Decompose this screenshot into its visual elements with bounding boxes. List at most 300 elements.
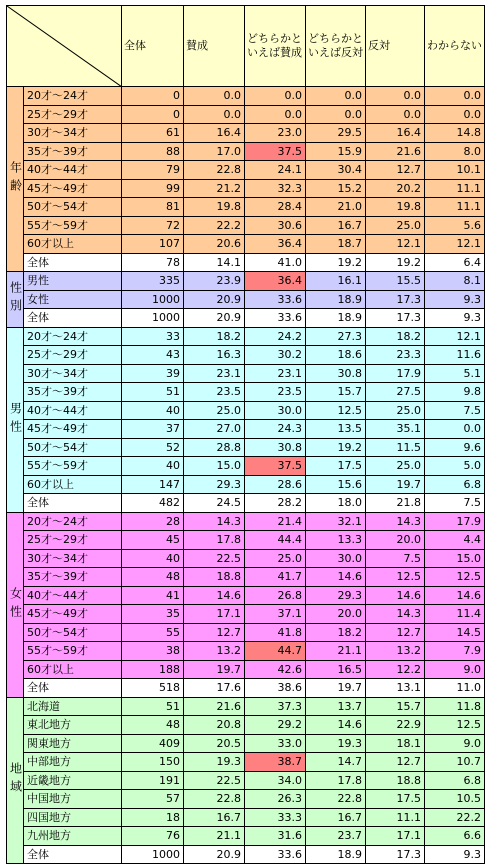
row-label: 50才～54才 xyxy=(24,623,122,642)
value-cell: 6.8 xyxy=(425,771,485,790)
value-cell: 21.0 xyxy=(306,198,366,217)
value-cell: 12.7 xyxy=(366,753,425,772)
value-cell: 19.2 xyxy=(366,253,425,272)
value-cell: 7.5 xyxy=(366,549,425,568)
value-cell: 19.7 xyxy=(306,679,366,698)
value-cell: 19.2 xyxy=(306,253,366,272)
value-cell: 21.4 xyxy=(245,512,306,531)
table-row xyxy=(7,346,485,365)
table-body xyxy=(7,87,485,864)
value-cell: 27.5 xyxy=(366,383,425,402)
value-cell: 0 xyxy=(122,87,184,106)
row-label: 全体 xyxy=(24,494,122,513)
value-cell: 17.8 xyxy=(184,531,245,550)
value-cell: 41 xyxy=(122,586,184,605)
value-cell: 38.6 xyxy=(245,679,306,698)
value-cell: 15.5 xyxy=(366,272,425,291)
value-cell: 18.6 xyxy=(306,346,366,365)
table-row xyxy=(7,198,485,217)
value-cell: 32.1 xyxy=(306,512,366,531)
value-cell: 38.7 xyxy=(245,753,306,772)
group-title: 地域 xyxy=(7,697,24,864)
row-label: 中部地方 xyxy=(24,753,122,772)
value-cell: 18.9 xyxy=(306,290,366,309)
value-cell: 11.0 xyxy=(425,679,485,698)
value-cell: 40 xyxy=(122,549,184,568)
value-cell: 21.8 xyxy=(366,494,425,513)
value-cell: 20.0 xyxy=(306,605,366,624)
row-label: 45才～49才 xyxy=(24,420,122,439)
value-cell: 191 xyxy=(122,771,184,790)
value-cell: 14.6 xyxy=(366,586,425,605)
value-cell: 28 xyxy=(122,512,184,531)
value-cell: 30.0 xyxy=(306,549,366,568)
value-cell: 409 xyxy=(122,734,184,753)
value-cell: 10.7 xyxy=(425,753,485,772)
value-cell: 18.2 xyxy=(184,327,245,346)
row-label: 20才～24才 xyxy=(24,327,122,346)
value-cell: 33 xyxy=(122,327,184,346)
value-cell: 41.8 xyxy=(245,623,306,642)
value-cell: 15.2 xyxy=(306,179,366,198)
table-row xyxy=(7,605,485,624)
value-cell: 30.2 xyxy=(245,346,306,365)
value-cell: 27.0 xyxy=(184,420,245,439)
value-cell: 8.0 xyxy=(425,142,485,161)
row-label: 中国地方 xyxy=(24,790,122,809)
value-cell: 16.7 xyxy=(184,808,245,827)
value-cell: 33.6 xyxy=(245,290,306,309)
value-cell: 27.3 xyxy=(306,327,366,346)
table-row xyxy=(7,734,485,753)
value-cell: 8.1 xyxy=(425,272,485,291)
value-cell: 13.3 xyxy=(306,531,366,550)
value-cell: 22.8 xyxy=(184,790,245,809)
value-cell: 23.1 xyxy=(245,364,306,383)
row-label: 35才～39才 xyxy=(24,383,122,402)
value-cell: 1000 xyxy=(122,290,184,309)
value-cell: 12.2 xyxy=(366,660,425,679)
row-label: 近畿地方 xyxy=(24,771,122,790)
value-cell: 23.0 xyxy=(245,124,306,143)
table-row xyxy=(7,105,485,124)
value-cell: 20.5 xyxy=(184,734,245,753)
table-row xyxy=(7,142,485,161)
value-cell: 9.0 xyxy=(425,734,485,753)
value-cell: 12.1 xyxy=(425,235,485,254)
value-cell: 14.3 xyxy=(184,512,245,531)
value-cell: 0.0 xyxy=(366,87,425,106)
row-label: 40才～44才 xyxy=(24,161,122,180)
table-row xyxy=(7,401,485,420)
value-cell: 21.1 xyxy=(306,642,366,661)
value-cell: 150 xyxy=(122,753,184,772)
value-cell: 33.6 xyxy=(245,845,306,864)
value-cell: 51 xyxy=(122,697,184,716)
table-row xyxy=(7,790,485,809)
value-cell: 18.1 xyxy=(366,734,425,753)
value-cell: 14.6 xyxy=(306,568,366,587)
value-cell: 99 xyxy=(122,179,184,198)
value-cell: 13.7 xyxy=(306,697,366,716)
total-row xyxy=(7,494,485,513)
value-cell: 28.8 xyxy=(184,438,245,457)
table-row xyxy=(7,642,485,661)
value-cell: 41.0 xyxy=(245,253,306,272)
value-cell: 16.4 xyxy=(184,124,245,143)
table-row xyxy=(7,512,485,531)
value-cell: 11.1 xyxy=(366,808,425,827)
value-cell: 482 xyxy=(122,494,184,513)
value-cell: 19.7 xyxy=(366,475,425,494)
value-cell: 12.7 xyxy=(366,623,425,642)
value-cell: 6.6 xyxy=(425,827,485,846)
value-cell: 12.1 xyxy=(425,327,485,346)
value-cell: 32.3 xyxy=(245,179,306,198)
value-cell: 19.2 xyxy=(306,438,366,457)
value-cell: 5.6 xyxy=(425,216,485,235)
row-label: 全体 xyxy=(24,253,122,272)
value-cell: 28.6 xyxy=(245,475,306,494)
value-cell: 48 xyxy=(122,568,184,587)
value-cell: 18.9 xyxy=(306,845,366,864)
value-cell: 12.7 xyxy=(366,161,425,180)
value-cell: 57 xyxy=(122,790,184,809)
value-cell: 24.1 xyxy=(245,161,306,180)
value-cell: 18.2 xyxy=(306,623,366,642)
value-cell: 35.1 xyxy=(366,420,425,439)
value-cell: 13.1 xyxy=(366,679,425,698)
value-cell: 12.5 xyxy=(425,716,485,735)
value-cell: 30.8 xyxy=(306,364,366,383)
row-label: 20才～24才 xyxy=(24,512,122,531)
value-cell: 7.5 xyxy=(425,494,485,513)
value-cell: 14.8 xyxy=(425,124,485,143)
value-cell: 1000 xyxy=(122,845,184,864)
table-row xyxy=(7,290,485,309)
table-row xyxy=(7,235,485,254)
value-cell: 16.1 xyxy=(306,272,366,291)
value-cell: 23.5 xyxy=(245,383,306,402)
value-cell: 19.3 xyxy=(306,734,366,753)
value-cell: 19.8 xyxy=(366,198,425,217)
value-cell: 18 xyxy=(122,808,184,827)
value-cell: 18.0 xyxy=(306,494,366,513)
table-row xyxy=(7,383,485,402)
value-cell: 11.1 xyxy=(425,179,485,198)
value-cell: 14.1 xyxy=(184,253,245,272)
value-cell: 88 xyxy=(122,142,184,161)
table-row xyxy=(7,586,485,605)
value-cell: 33.3 xyxy=(245,808,306,827)
value-cell: 28.2 xyxy=(245,494,306,513)
row-label: 30才～34才 xyxy=(24,124,122,143)
value-cell: 30.8 xyxy=(245,438,306,457)
value-cell: 15.0 xyxy=(425,549,485,568)
value-cell: 15.9 xyxy=(306,142,366,161)
value-cell: 34.0 xyxy=(245,771,306,790)
value-cell: 18.8 xyxy=(366,771,425,790)
table-row xyxy=(7,420,485,439)
value-cell: 12.7 xyxy=(184,623,245,642)
value-cell: 9.0 xyxy=(425,660,485,679)
value-cell: 26.8 xyxy=(245,586,306,605)
value-cell: 22.8 xyxy=(306,790,366,809)
value-cell: 30.4 xyxy=(306,161,366,180)
row-label: 女性 xyxy=(24,290,122,309)
value-cell: 15.6 xyxy=(306,475,366,494)
value-cell: 335 xyxy=(122,272,184,291)
value-cell: 79 xyxy=(122,161,184,180)
value-cell: 11.1 xyxy=(425,198,485,217)
row-label: 50才～54才 xyxy=(24,198,122,217)
row-label: 25才～29才 xyxy=(24,346,122,365)
value-cell: 42.6 xyxy=(245,660,306,679)
value-cell: 23.1 xyxy=(184,364,245,383)
value-cell: 0.0 xyxy=(425,87,485,106)
header-row xyxy=(7,6,485,87)
table-row xyxy=(7,179,485,198)
value-cell: 20.9 xyxy=(184,309,245,328)
table-row xyxy=(7,216,485,235)
value-cell: 81 xyxy=(122,198,184,217)
table-row xyxy=(7,716,485,735)
value-cell: 21.6 xyxy=(184,697,245,716)
value-cell: 9.3 xyxy=(425,845,485,864)
value-cell: 17.6 xyxy=(184,679,245,698)
value-cell: 0.0 xyxy=(425,420,485,439)
value-cell: 35 xyxy=(122,605,184,624)
value-cell: 30.6 xyxy=(245,216,306,235)
survey-table xyxy=(6,5,485,864)
row-label: 男性 xyxy=(24,272,122,291)
value-cell: 14.6 xyxy=(425,586,485,605)
value-cell: 12.5 xyxy=(366,568,425,587)
value-cell: 51 xyxy=(122,383,184,402)
row-label: 関東地方 xyxy=(24,734,122,753)
value-cell: 40 xyxy=(122,401,184,420)
value-cell: 30.0 xyxy=(245,401,306,420)
row-label: 40才～44才 xyxy=(24,401,122,420)
value-cell: 10.5 xyxy=(425,790,485,809)
group-title: 男性 xyxy=(7,327,24,512)
value-cell: 78 xyxy=(122,253,184,272)
value-cell: 29.5 xyxy=(306,124,366,143)
row-label: 60才以上 xyxy=(24,660,122,679)
value-cell: 7.5 xyxy=(425,401,485,420)
value-cell: 5.0 xyxy=(425,457,485,476)
row-label: 全体 xyxy=(24,309,122,328)
value-cell: 25.0 xyxy=(366,216,425,235)
value-cell: 25.0 xyxy=(245,549,306,568)
value-cell: 17.9 xyxy=(366,364,425,383)
value-cell: 20.0 xyxy=(366,531,425,550)
value-cell: 44.7 xyxy=(245,642,306,661)
table-row xyxy=(7,327,485,346)
value-cell: 11.4 xyxy=(425,605,485,624)
value-cell: 0.0 xyxy=(306,105,366,124)
value-cell: 14.3 xyxy=(366,512,425,531)
header-disagree: 反対 xyxy=(366,6,425,87)
value-cell: 5.1 xyxy=(425,364,485,383)
value-cell: 6.8 xyxy=(425,475,485,494)
value-cell: 18.8 xyxy=(184,568,245,587)
value-cell: 52 xyxy=(122,438,184,457)
total-row xyxy=(7,253,485,272)
value-cell: 17.9 xyxy=(425,512,485,531)
value-cell: 18.9 xyxy=(306,309,366,328)
value-cell: 9.6 xyxy=(425,438,485,457)
value-cell: 44.4 xyxy=(245,531,306,550)
value-cell: 22.9 xyxy=(366,716,425,735)
value-cell: 37.5 xyxy=(245,457,306,476)
row-label: 40才～44才 xyxy=(24,586,122,605)
value-cell: 9.8 xyxy=(425,383,485,402)
value-cell: 36.4 xyxy=(245,272,306,291)
value-cell: 22.5 xyxy=(184,549,245,568)
value-cell: 0.0 xyxy=(245,105,306,124)
value-cell: 23.3 xyxy=(366,346,425,365)
value-cell: 48 xyxy=(122,716,184,735)
value-cell: 31.6 xyxy=(245,827,306,846)
value-cell: 14.7 xyxy=(306,753,366,772)
value-cell: 22.2 xyxy=(425,808,485,827)
value-cell: 17.0 xyxy=(184,142,245,161)
value-cell: 9.3 xyxy=(425,309,485,328)
value-cell: 43 xyxy=(122,346,184,365)
row-label: 北海道 xyxy=(24,697,122,716)
value-cell: 23.7 xyxy=(306,827,366,846)
row-label: 30才～34才 xyxy=(24,549,122,568)
table-row xyxy=(7,623,485,642)
value-cell: 19.8 xyxy=(184,198,245,217)
value-cell: 0.0 xyxy=(425,105,485,124)
value-cell: 12.5 xyxy=(306,401,366,420)
table-row xyxy=(7,827,485,846)
value-cell: 17.3 xyxy=(366,309,425,328)
value-cell: 45 xyxy=(122,531,184,550)
value-cell: 17.1 xyxy=(366,827,425,846)
value-cell: 36.4 xyxy=(245,235,306,254)
value-cell: 17.1 xyxy=(184,605,245,624)
value-cell: 6.4 xyxy=(425,253,485,272)
value-cell: 25.0 xyxy=(184,401,245,420)
value-cell: 38 xyxy=(122,642,184,661)
value-cell: 22.5 xyxy=(184,771,245,790)
table-row xyxy=(7,808,485,827)
value-cell: 40 xyxy=(122,457,184,476)
value-cell: 11.5 xyxy=(366,438,425,457)
value-cell: 55 xyxy=(122,623,184,642)
value-cell: 188 xyxy=(122,660,184,679)
value-cell: 20.9 xyxy=(184,845,245,864)
value-cell: 0.0 xyxy=(184,87,245,106)
value-cell: 29.3 xyxy=(306,586,366,605)
row-label: 20才～24才 xyxy=(24,87,122,106)
value-cell: 17.3 xyxy=(366,290,425,309)
value-cell: 0.0 xyxy=(306,87,366,106)
table-row xyxy=(7,475,485,494)
value-cell: 39 xyxy=(122,364,184,383)
value-cell: 12.5 xyxy=(425,568,485,587)
value-cell: 12.1 xyxy=(366,235,425,254)
value-cell: 518 xyxy=(122,679,184,698)
value-cell: 14.6 xyxy=(306,716,366,735)
value-cell: 21.1 xyxy=(184,827,245,846)
row-label: 60才以上 xyxy=(24,475,122,494)
value-cell: 29.3 xyxy=(184,475,245,494)
row-label: 35才～39才 xyxy=(24,142,122,161)
value-cell: 11.8 xyxy=(425,697,485,716)
row-label: 30才～34才 xyxy=(24,364,122,383)
value-cell: 17.5 xyxy=(366,790,425,809)
value-cell: 16.4 xyxy=(366,124,425,143)
value-cell: 24.2 xyxy=(245,327,306,346)
value-cell: 25.0 xyxy=(366,457,425,476)
value-cell: 16.7 xyxy=(306,216,366,235)
table-row xyxy=(7,87,485,106)
value-cell: 28.4 xyxy=(245,198,306,217)
value-cell: 37.1 xyxy=(245,605,306,624)
group-title: 年齢 xyxy=(7,87,24,272)
row-label: 50才～54才 xyxy=(24,438,122,457)
value-cell: 20.9 xyxy=(184,290,245,309)
table-row xyxy=(7,531,485,550)
value-cell: 0.0 xyxy=(245,87,306,106)
row-label: 25才～29才 xyxy=(24,105,122,124)
value-cell: 14.6 xyxy=(184,586,245,605)
value-cell: 26.3 xyxy=(245,790,306,809)
header-somewhat-agree: どちらかといえば賛成 xyxy=(245,6,306,87)
value-cell: 17.5 xyxy=(306,457,366,476)
table-row xyxy=(7,124,485,143)
table-row xyxy=(7,568,485,587)
table-row xyxy=(7,697,485,716)
value-cell: 61 xyxy=(122,124,184,143)
header-agree: 賛成 xyxy=(184,6,245,87)
value-cell: 18.7 xyxy=(306,235,366,254)
value-cell: 29.2 xyxy=(245,716,306,735)
table-row xyxy=(7,549,485,568)
value-cell: 4.4 xyxy=(425,531,485,550)
value-cell: 72 xyxy=(122,216,184,235)
row-label: 45才～49才 xyxy=(24,179,122,198)
value-cell: 23.9 xyxy=(184,272,245,291)
row-label: 四国地方 xyxy=(24,808,122,827)
value-cell: 22.2 xyxy=(184,216,245,235)
value-cell: 17.3 xyxy=(366,845,425,864)
value-cell: 21.6 xyxy=(366,142,425,161)
value-cell: 0.0 xyxy=(184,105,245,124)
value-cell: 18.2 xyxy=(366,327,425,346)
group-title: 性別 xyxy=(7,272,24,328)
table-row xyxy=(7,457,485,476)
value-cell: 14.5 xyxy=(425,623,485,642)
value-cell: 15.7 xyxy=(306,383,366,402)
row-label: 35才～39才 xyxy=(24,568,122,587)
value-cell: 19.7 xyxy=(184,660,245,679)
value-cell: 20.6 xyxy=(184,235,245,254)
value-cell: 20.8 xyxy=(184,716,245,735)
value-cell: 37.5 xyxy=(245,142,306,161)
value-cell: 37 xyxy=(122,420,184,439)
value-cell: 15.0 xyxy=(184,457,245,476)
total-row xyxy=(7,845,485,864)
value-cell: 76 xyxy=(122,827,184,846)
value-cell: 147 xyxy=(122,475,184,494)
value-cell: 15.7 xyxy=(366,697,425,716)
row-label: 全体 xyxy=(24,845,122,864)
